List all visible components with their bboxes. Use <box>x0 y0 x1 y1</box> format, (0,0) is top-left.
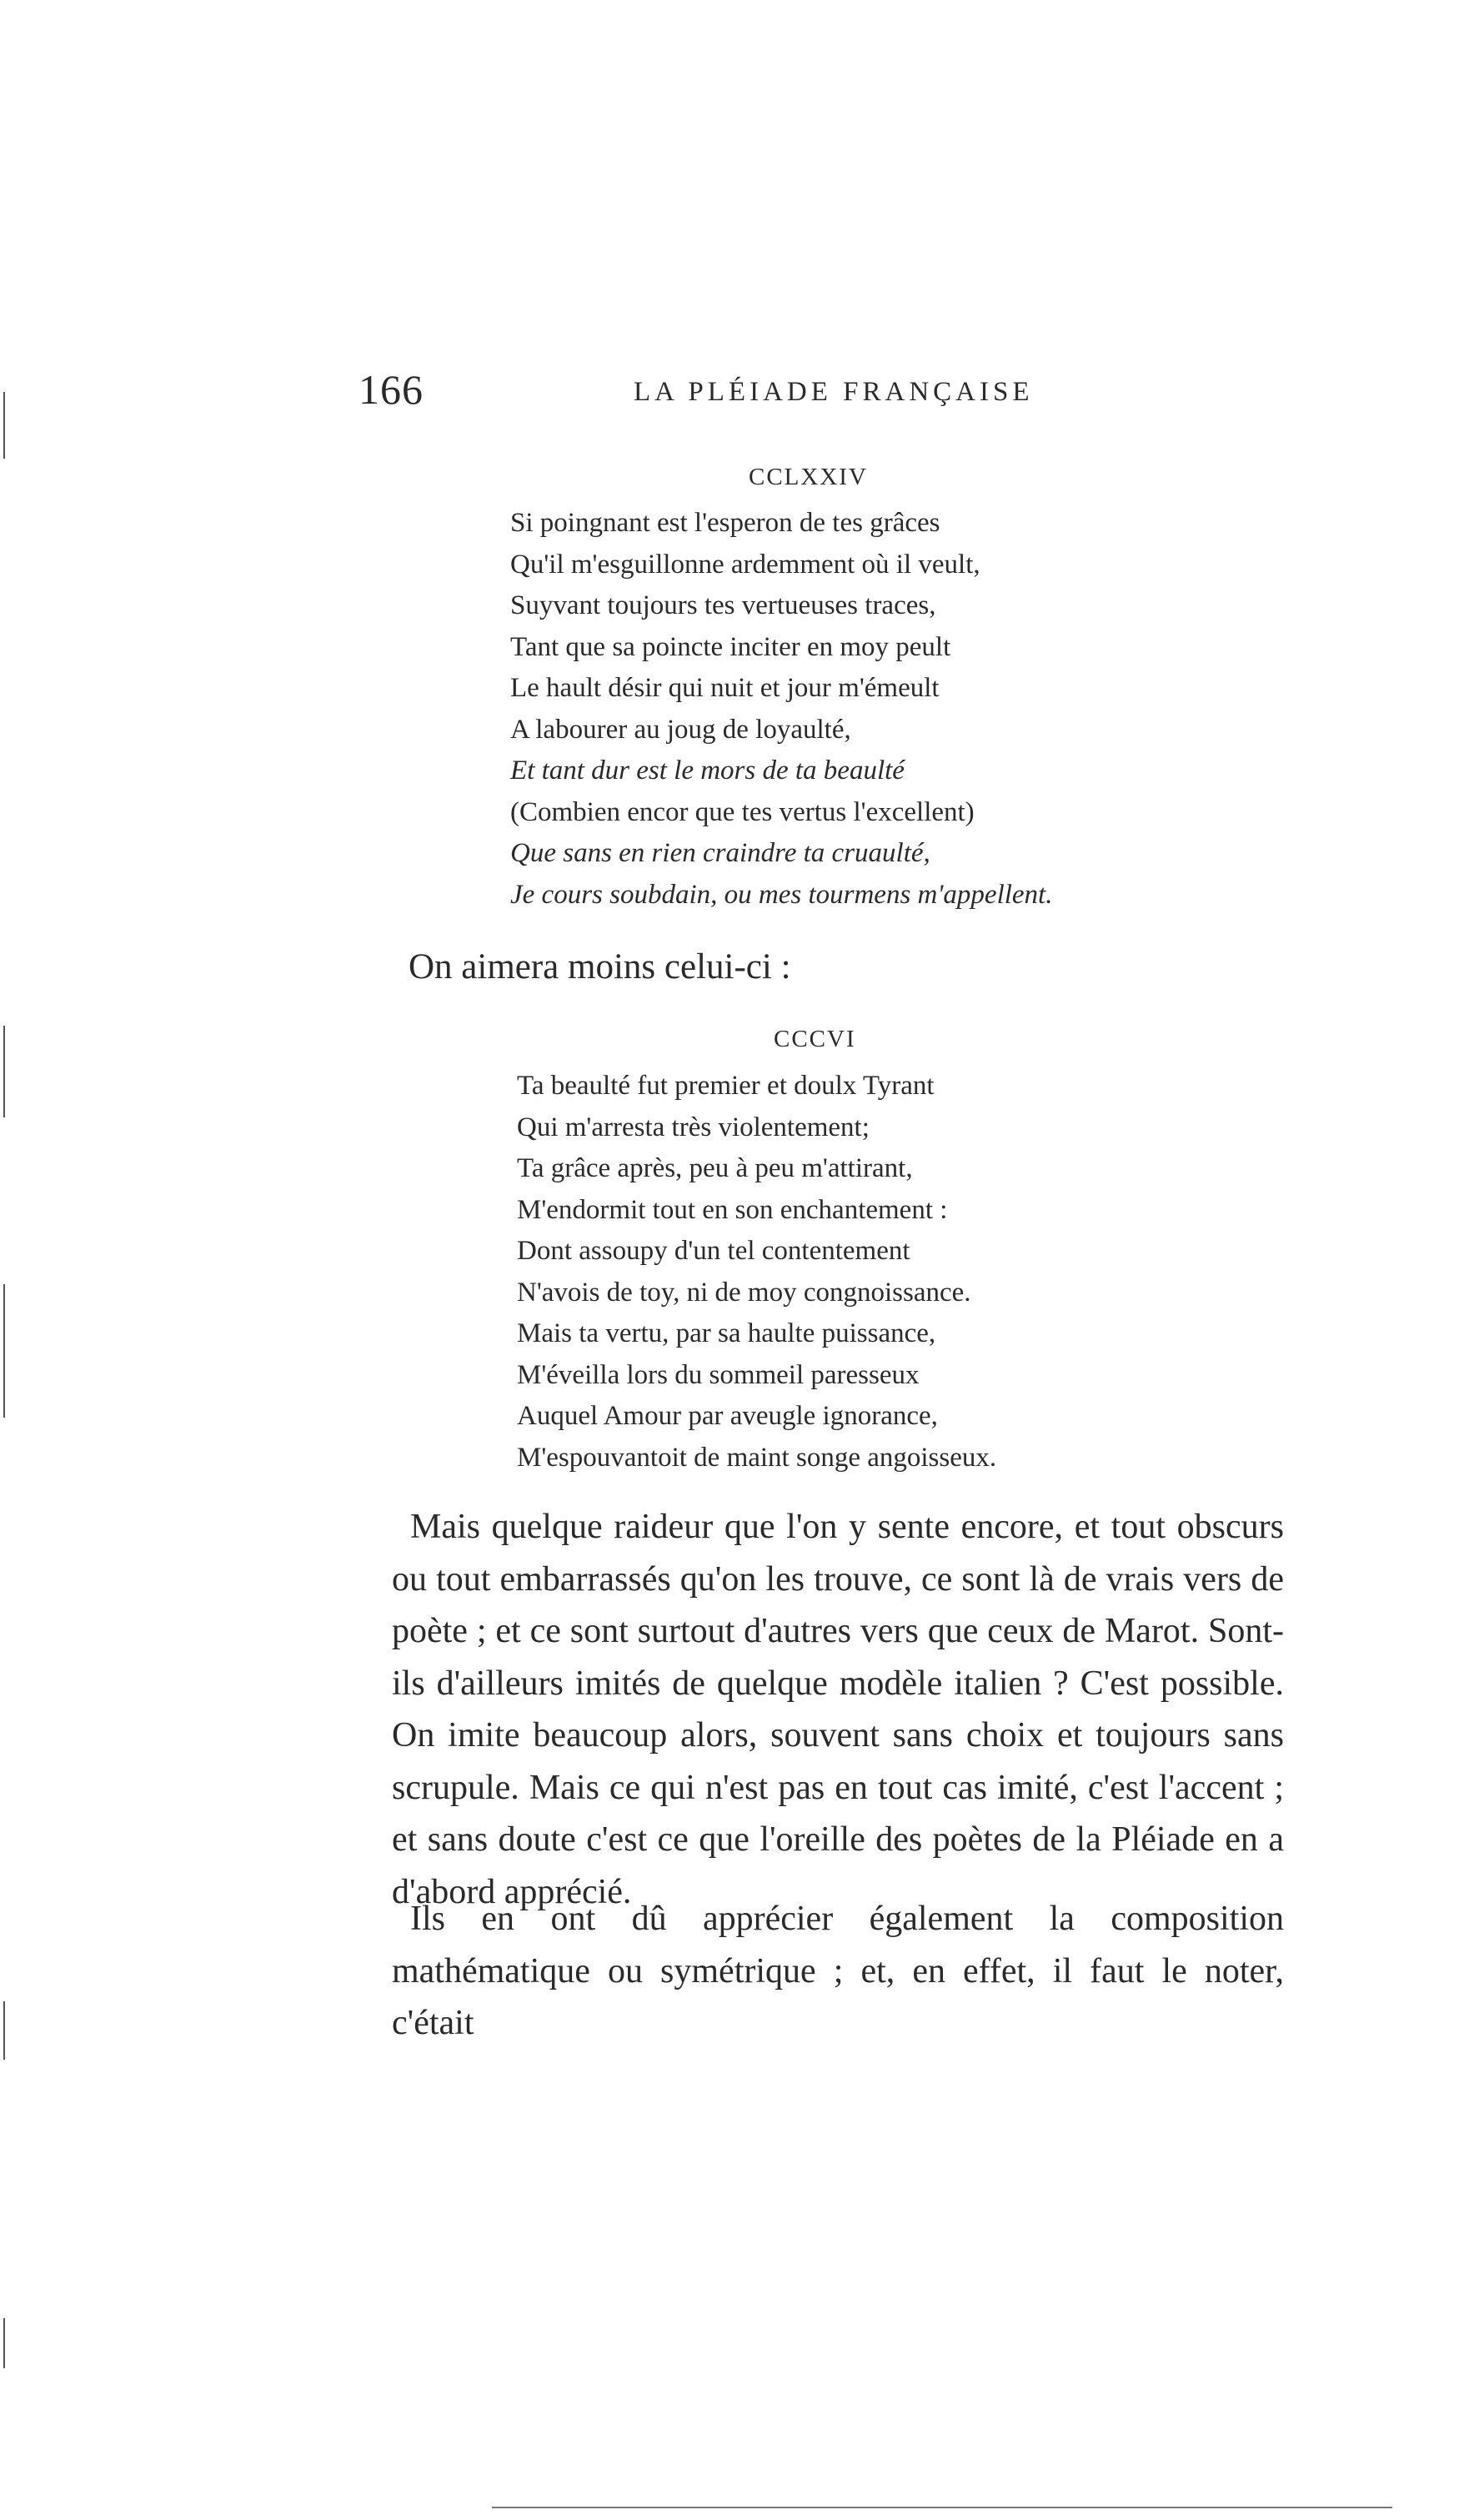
poem-line: Je cours soubdain, ou mes tourmens m'appellent. <box>510 879 1053 910</box>
scan-edge-mark <box>3 1284 5 1418</box>
poem-line: Et tant dur est le mors de ta beaulté <box>510 755 905 786</box>
poem-line: A labourer au joug de loyaulté, <box>510 714 851 745</box>
scan-edge-mark <box>3 1026 5 1117</box>
poem-line: Qui m'arresta très violentement; <box>517 1112 870 1142</box>
poem-line: Suyvant toujours tes vertueuses traces, <box>510 590 936 620</box>
poem-cccvi <box>517 1066 996 1478</box>
scan-edge-mark <box>3 2318 5 2368</box>
poem-line: M'éveilla lors du sommeil paresseux <box>517 1359 920 1390</box>
running-head <box>358 365 1284 424</box>
poem-line: M'espouvantoit de maint songe angoisseux. <box>517 1442 997 1473</box>
poem-line: Qu'il m'esguillonne ardemment où il veult, <box>510 549 980 580</box>
poem-line: Que sans en rien craindre ta cruaulté, <box>510 838 930 868</box>
poem-line: N'avois de toy, ni de moy congnoissance. <box>517 1277 971 1308</box>
poem-line: Mais ta vertu, par sa haulte puissance, <box>517 1318 936 1348</box>
intro-line: On aimera moins celui-ci : <box>409 947 791 986</box>
poem-line: Auquel Amour par aveugle ignorance, <box>517 1401 938 1431</box>
poem-line: Le hault désir qui nuit et jour m'émeult <box>510 673 940 703</box>
running-title: LA PLÉIADE FRANÇAISE <box>634 377 1034 407</box>
poem-line: Dont assoupy d'un tel contentement <box>517 1236 910 1266</box>
poem-number-cccvi: CCCVI <box>774 1026 856 1052</box>
poem-line: (Combien encor que tes vertus l'excellent) <box>510 796 975 827</box>
bottom-rule <box>492 2507 1392 2508</box>
poem-line: Tant que sa poincte inciter en moy peult <box>510 631 951 662</box>
prose-paragraph: Ils en ont dû apprécier également la composition mathématique ou symétrique ; et, en effet, il faut le noter, c'était <box>392 1900 1284 2042</box>
poem-cclxxiv <box>510 503 1052 916</box>
scan-edge-mark <box>3 2001 5 2060</box>
page-number: 166 <box>358 366 424 413</box>
scan-edge-mark <box>3 392 5 459</box>
poem-line: Ta beaulté fut premier et doulx Tyrant <box>517 1071 935 1101</box>
poem-number-cclxxiv: CCLXXIV <box>749 464 868 490</box>
poem-line: Ta grâce après, peu à peu m'attirant, <box>517 1153 913 1183</box>
poem-line: Si poingnant est l'esperon de tes grâces <box>510 508 940 538</box>
poem-line: M'endormit tout en son enchantement : <box>517 1194 948 1225</box>
prose-paragraph: Mais quelque raideur que l'on y sente encore, et tout obscurs ou tout embarrassés qu'on les trouve, ce sont là de vrais vers de poète ; et ce sont surtout d'autres vers que ceux de Marot. Sont-ils d'ailleurs imités de quelque modèle italien ? C'est possible. On imite beaucoup alors, souvent sans choix et toujours sans scrupule. Mais ce qui n'est pas en tout cas imité, c'est l'accent ; et sans doute c'est ce que l'oreille des poètes de la Pléiade en a d'abord apprécié. <box>392 1508 1284 1911</box>
